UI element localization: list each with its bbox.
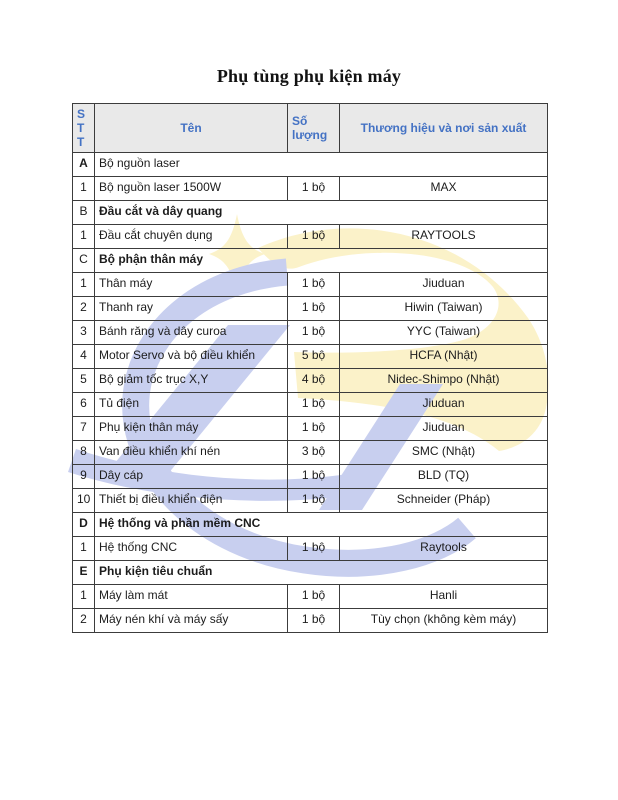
- brand-cell: Jiuduan: [340, 417, 548, 441]
- qty-cell: 1 bộ: [288, 609, 340, 633]
- brand-cell: YYC (Taiwan): [340, 321, 548, 345]
- brand-cell: Schneider (Pháp): [340, 489, 548, 513]
- row-id-cell: 7: [73, 417, 95, 441]
- qty-cell: 1 bộ: [288, 393, 340, 417]
- section-name-cell: Bộ nguồn laser: [95, 153, 548, 177]
- item-name-cell: Thanh ray: [95, 297, 288, 321]
- table-row-section: [73, 513, 548, 537]
- row-id-cell: 3: [73, 321, 95, 345]
- brand-cell: BLD (TQ): [340, 465, 548, 489]
- row-id-cell: B: [73, 201, 95, 225]
- item-name-cell: Thiết bị điều khiển điện: [95, 489, 288, 513]
- row-id-cell: 6: [73, 393, 95, 417]
- brand-cell: Raytools: [340, 537, 548, 561]
- table-row-item: [73, 465, 548, 489]
- table-row-section: [73, 561, 548, 585]
- table-row-item: [73, 225, 548, 249]
- brand-cell: Nidec-Shimpo (Nhật): [340, 369, 548, 393]
- brand-cell: Jiuduan: [340, 273, 548, 297]
- brand-cell: MAX: [340, 177, 548, 201]
- table-row-item: [73, 297, 548, 321]
- table-row-section: [73, 153, 548, 177]
- row-id-cell: 2: [73, 609, 95, 633]
- row-id-cell: 1: [73, 585, 95, 609]
- parts-table-body: [73, 104, 548, 633]
- item-name-cell: Máy làm mát: [95, 585, 288, 609]
- qty-cell: 4 bộ: [288, 369, 340, 393]
- item-name-cell: Tủ điện: [95, 393, 288, 417]
- qty-cell: 1 bộ: [288, 585, 340, 609]
- row-id-cell: 8: [73, 441, 95, 465]
- row-id-cell: 1: [73, 225, 95, 249]
- table-row-item: [73, 489, 548, 513]
- header-brand: Thương hiệu và nơi sản xuất: [340, 104, 548, 153]
- parts-table: [72, 103, 548, 633]
- row-id-cell: 10: [73, 489, 95, 513]
- qty-cell: 1 bộ: [288, 225, 340, 249]
- page-title: Phụ tùng phụ kiện máy: [216, 66, 402, 86]
- table-row-item: [73, 345, 548, 369]
- header-qty: Số lượng: [288, 104, 340, 153]
- table-row-item: [73, 393, 548, 417]
- item-name-cell: Motor Servo và bộ điều khiển: [95, 345, 288, 369]
- qty-cell: 1 bộ: [288, 417, 340, 441]
- row-id-cell: 2: [73, 297, 95, 321]
- table-row-item: [73, 369, 548, 393]
- item-name-cell: Van điều khiển khí nén: [95, 441, 288, 465]
- row-id-cell: 9: [73, 465, 95, 489]
- qty-cell: 3 bộ: [288, 441, 340, 465]
- brand-cell: RAYTOOLS: [340, 225, 548, 249]
- qty-cell: 1 bộ: [288, 465, 340, 489]
- header-name: Tên: [95, 104, 288, 153]
- item-name-cell: Thân máy: [95, 273, 288, 297]
- qty-cell: 1 bộ: [288, 489, 340, 513]
- qty-cell: 1 bộ: [288, 273, 340, 297]
- section-name-cell: Hệ thống và phần mềm CNC: [95, 513, 548, 537]
- brand-cell: Hanli: [340, 585, 548, 609]
- brand-cell: Jiuduan: [340, 393, 548, 417]
- row-id-cell: A: [73, 153, 95, 177]
- item-name-cell: Bộ nguồn laser 1500W: [95, 177, 288, 201]
- table-row-item: [73, 177, 548, 201]
- table-row-item: [73, 585, 548, 609]
- qty-cell: 1 bộ: [288, 297, 340, 321]
- row-id-cell: E: [73, 561, 95, 585]
- qty-cell: 1 bộ: [288, 177, 340, 201]
- item-name-cell: Hệ thống CNC: [95, 537, 288, 561]
- table-row-section: [73, 249, 548, 273]
- qty-cell: 5 bộ: [288, 345, 340, 369]
- item-name-cell: Bánh răng và dây curoa: [95, 321, 288, 345]
- brand-cell: SMC (Nhật): [340, 441, 548, 465]
- table-row-item: [73, 321, 548, 345]
- table-row-item: [73, 537, 548, 561]
- section-name-cell: Bộ phận thân máy: [95, 249, 548, 273]
- item-name-cell: Bộ giảm tốc trục X,Y: [95, 369, 288, 393]
- row-id-cell: 1: [73, 273, 95, 297]
- qty-cell: 1 bộ: [288, 321, 340, 345]
- table-header-row: [73, 104, 548, 153]
- header-stt: S T T: [73, 104, 95, 153]
- brand-cell: Tùy chọn (không kèm máy): [340, 609, 548, 633]
- row-id-cell: 5: [73, 369, 95, 393]
- item-name-cell: Dây cáp: [95, 465, 288, 489]
- table-row-item: [73, 417, 548, 441]
- item-name-cell: Phụ kiện thân máy: [95, 417, 288, 441]
- row-id-cell: 1: [73, 177, 95, 201]
- section-name-cell: Phụ kiện tiêu chuẩn: [95, 561, 548, 585]
- brand-cell: HCFA (Nhật): [340, 345, 548, 369]
- brand-cell: Hiwin (Taiwan): [340, 297, 548, 321]
- table-row-section: [73, 201, 548, 225]
- section-name-cell: Đầu cắt và dây quang: [95, 201, 548, 225]
- row-id-cell: 1: [73, 537, 95, 561]
- row-id-cell: D: [73, 513, 95, 537]
- qty-cell: 1 bộ: [288, 537, 340, 561]
- item-name-cell: Đầu cắt chuyên dụng: [95, 225, 288, 249]
- item-name-cell: Máy nén khí và máy sấy: [95, 609, 288, 633]
- table-row-item: [73, 441, 548, 465]
- row-id-cell: 4: [73, 345, 95, 369]
- table-row-item: [73, 273, 548, 297]
- row-id-cell: C: [73, 249, 95, 273]
- table-row-item: [73, 609, 548, 633]
